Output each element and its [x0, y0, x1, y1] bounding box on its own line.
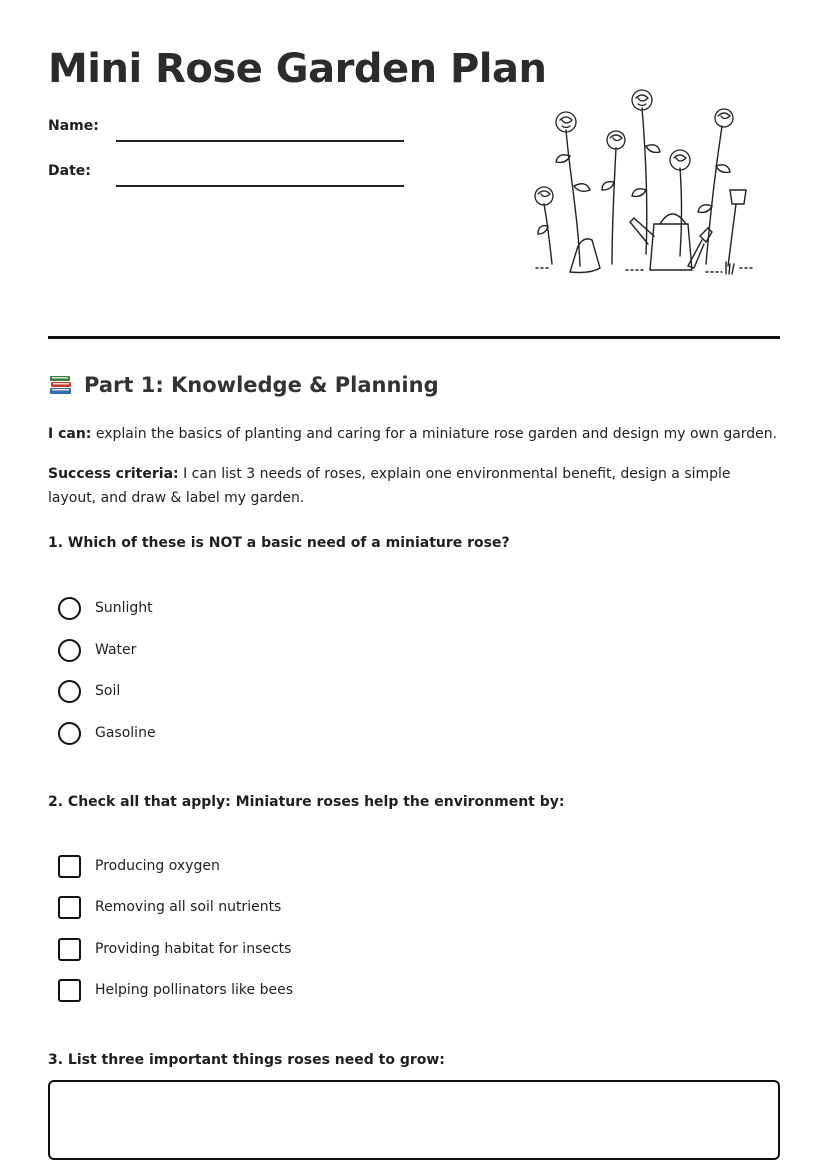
checkbox[interactable]: [58, 938, 81, 961]
books-icon: [48, 373, 74, 397]
q1-option-label: Gasoline: [95, 725, 156, 741]
date-input-line[interactable]: [116, 185, 404, 187]
q2-option-label: Producing oxygen: [95, 858, 220, 874]
q1-option-label: Soil: [95, 683, 121, 699]
checkbox[interactable]: [58, 979, 81, 1002]
success-criteria-text: I can list 3 needs of roses, explain one environmental benefit, design a simple layout, and draw & label my garden.: [48, 466, 731, 506]
q2-option-removing-nutrients[interactable]: [58, 894, 281, 920]
name-label: Name:: [48, 118, 99, 134]
q1-option-water[interactable]: [58, 637, 136, 663]
part1-heading-text: Part 1: Knowledge & Planning: [84, 373, 439, 397]
i-can-statement: [48, 422, 780, 446]
q1-option-label: Water: [95, 642, 137, 658]
radio-button[interactable]: [58, 639, 81, 662]
success-criteria: [48, 462, 780, 510]
q1-option-label: Sunlight: [95, 600, 153, 616]
q2-option-pollinators[interactable]: [58, 977, 293, 1003]
name-input-line[interactable]: [116, 140, 404, 142]
q1-option-sunlight[interactable]: [58, 595, 153, 621]
radio-button[interactable]: [58, 597, 81, 620]
question-3-prompt: 3. List three important things roses need to grow:: [48, 1052, 445, 1068]
question-1-prompt: 1. Which of these is NOT a basic need of a miniature rose?: [48, 535, 510, 551]
page-title: Mini Rose Garden Plan: [48, 46, 547, 92]
i-can-text: explain the basics of planting and caring for a miniature rose garden and design my own garden.: [91, 426, 778, 442]
rose-garden-illustration-icon: [530, 86, 758, 286]
q2-option-habitat[interactable]: [58, 936, 291, 962]
part1-heading: [48, 373, 439, 397]
q1-option-soil[interactable]: [58, 678, 120, 704]
q2-option-label: Helping pollinators like bees: [95, 982, 294, 998]
q2-option-label: Providing habitat for insects: [95, 941, 292, 957]
q1-option-gasoline[interactable]: [58, 720, 156, 746]
question-2-prompt: 2. Check all that apply: Miniature roses help the environment by:: [48, 794, 565, 810]
q3-answer-box[interactable]: [48, 1080, 780, 1160]
i-can-label: I can:: [48, 426, 92, 442]
date-label: Date:: [48, 163, 91, 179]
checkbox[interactable]: [58, 896, 81, 919]
section-divider: [48, 336, 780, 339]
radio-button[interactable]: [58, 680, 81, 703]
checkbox[interactable]: [58, 855, 81, 878]
success-criteria-label: Success criteria:: [48, 466, 179, 482]
radio-button[interactable]: [58, 722, 81, 745]
q2-option-label: Removing all soil nutrients: [95, 899, 282, 915]
q2-option-producing-oxygen[interactable]: [58, 853, 220, 879]
